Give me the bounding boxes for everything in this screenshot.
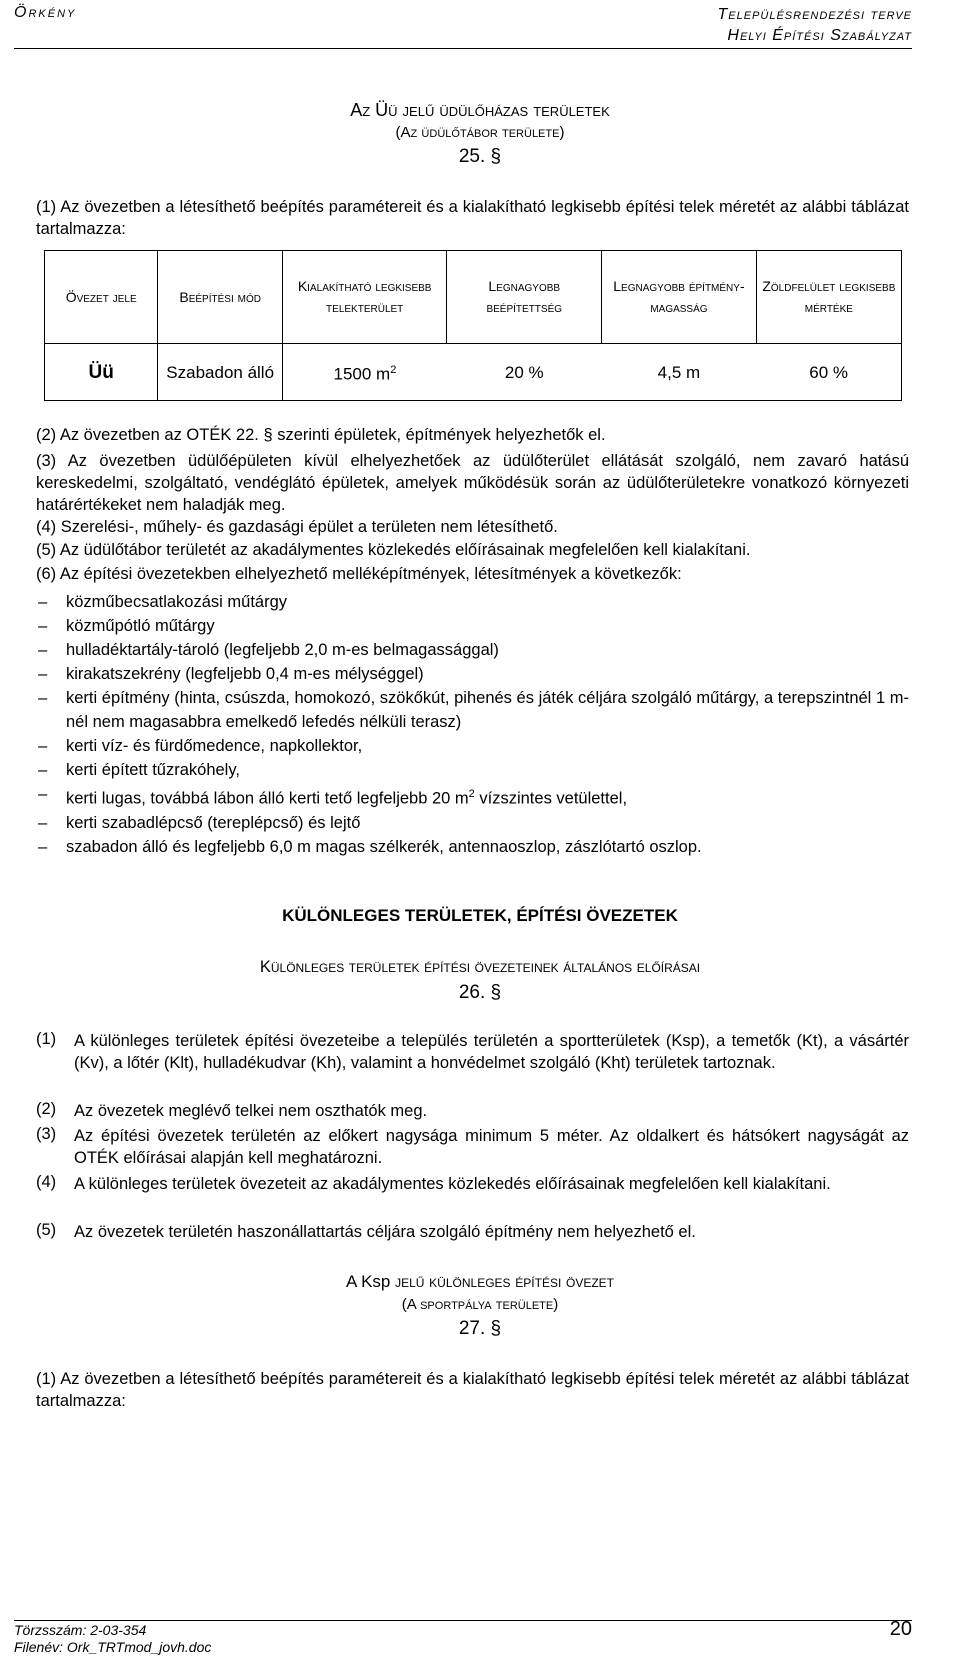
- dash-icon: –: [38, 617, 48, 635]
- section26-p5-text: Az övezetek területén haszonállattartás céljára szolgáló építmény nem helyezhető el.: [74, 1223, 696, 1241]
- cell-area-value: 1500 m: [333, 364, 391, 384]
- list-item-text: hulladéktartály-tároló (legfeljebb 2,0 m-es belmagassággal): [66, 641, 499, 659]
- section26-p3-text: Az építési övezetek területén az előkert nagysága minimum 5 méter. Az oldalkert és hátsókert nagyságát az OTÉK előírásai alapján kell meghatározni.: [74, 1127, 909, 1167]
- dash-icon: –: [38, 837, 48, 856]
- header-title-line2: Helyi Építési Szabályzat: [727, 27, 912, 44]
- zone-parameters-table: [44, 250, 902, 401]
- column-header-zone: Övezet jele: [45, 251, 158, 344]
- section25-paragraph-2: (2) Az övezetben az OTÉK 22. § szerinti épületek, építmények helyezhetők el.: [36, 426, 606, 444]
- list-item: [36, 662, 909, 686]
- section27-title-prefix: A: [345, 1272, 362, 1291]
- section25-paragraph-4: (4) Szerelési-, műhely- és gazdasági épület a területen nem létesíthető.: [36, 518, 558, 536]
- list-item-text: kerti víz- és fürdőmedence, napkollektor,: [66, 737, 363, 755]
- cell-area: [283, 344, 447, 401]
- list-item: [36, 638, 909, 662]
- paragraph-text: Az övezetben a létesíthető beépítés paramétereit és a kialakítható legkisebb építési telek méretét az alábbi táblázat tartalmazza:: [36, 1370, 909, 1410]
- dash-icon: –: [38, 785, 48, 803]
- paragraph-number: (1): [36, 1370, 57, 1388]
- section25-paragraph-1: [36, 196, 909, 240]
- section25-paragraph-6: (6) Az építési övezetekben elhelyezhető melléképítmények, létesítmények a következők:: [36, 565, 682, 583]
- column-header-coverage: Legnagyobb beépítettség: [447, 251, 602, 344]
- section26-p4-number: (4): [36, 1173, 57, 1191]
- section26-p1-number: (1): [36, 1030, 57, 1048]
- footer-rule: [14, 1620, 912, 1621]
- section26-p4-text: A különleges területek övezeteit az akadálymentes közlekedés előírásainak megfelelően kell kialakítani.: [74, 1175, 831, 1193]
- list-item: [36, 835, 909, 859]
- paragraph-number: (1): [36, 198, 57, 216]
- dash-icon: –: [38, 689, 48, 707]
- list-item-text: kerti építmény (hinta, csúszda, homokozó, szökőkút, pihenés és játék céljára szolgáló műtárgy, a terepszintnél 1 m-nél nem magasabbra emelkedő lefedés nélküli terasz): [66, 689, 909, 731]
- section26-p2-number: (2): [36, 1100, 57, 1118]
- list-item-sup: 2: [468, 788, 475, 800]
- list-item: [36, 686, 909, 734]
- section25-title: Az Üü jelű üdülőházas területek: [350, 100, 610, 120]
- cell-green: 60 %: [756, 344, 901, 401]
- footer-info: [14, 1622, 211, 1656]
- cell-area-sup: 2: [390, 363, 397, 376]
- section26-p5-number: (5): [36, 1221, 57, 1239]
- section26-number: 26. §: [458, 982, 502, 1003]
- cell-mode: Szabadon álló: [158, 344, 283, 401]
- cell-zone: Üü: [45, 344, 158, 401]
- list-item-text: szabadon álló és legfeljebb 6,0 m magas szélkerék, antennaoszlop, zászlótartó oszlop.: [66, 837, 702, 856]
- list-item-tail: vízszintes vetülettel,: [474, 789, 628, 808]
- list-item-text: kirakatszekrény (legfeljebb 0,4 m-es mélységgel): [66, 665, 424, 683]
- list-item: [36, 811, 909, 835]
- section26-p3-number: (3): [36, 1125, 57, 1143]
- dash-icon: –: [38, 593, 48, 611]
- table-row: [45, 344, 902, 401]
- table-header-row: [45, 251, 902, 344]
- list-item-text: kerti épített tűzrakóhely,: [66, 761, 240, 779]
- section26-p2-text: Az övezetek meglévő telkei nem oszthatók meg.: [74, 1102, 428, 1120]
- column-header-min-area: Kialakítható legkisebb telekterület: [283, 251, 447, 344]
- section27-title-rest: jelű különleges építési övezet: [390, 1272, 615, 1291]
- cell-coverage: 20 %: [447, 344, 602, 401]
- accessory-structures-list: [36, 590, 909, 859]
- list-item: [36, 782, 909, 811]
- header-document-title: [717, 4, 912, 46]
- section25-subtitle: (Az üdülőtábor területe): [395, 124, 565, 141]
- dash-icon: –: [38, 761, 48, 779]
- header-title-line1: Településrendezési terve: [717, 6, 912, 23]
- list-item-text: kerti szabadlépcső (tereplépcső) és lejtő: [66, 813, 361, 832]
- cell-height: 4,5 m: [602, 344, 757, 401]
- section25-paragraph-5: (5) Az üdülőtábor területét az akadálymentes közlekedés előírásainak megfelelően kell kialakítani.: [36, 541, 751, 559]
- list-item: [36, 734, 909, 758]
- special-areas-heading: KÜLÖNLEGES TERÜLETEK, ÉPÍTÉSI ÖVEZETEK: [282, 906, 678, 925]
- column-header-green: Zöldfelület legkisebb mértéke: [756, 251, 901, 344]
- header-municipality: Örkény: [14, 4, 77, 21]
- dash-icon: –: [38, 665, 48, 683]
- list-item: [36, 590, 909, 614]
- footer-registry-number: Törzsszám: 2-03-354: [14, 1622, 147, 1638]
- list-item: [36, 758, 909, 782]
- section27-paragraph-1: [36, 1368, 909, 1412]
- dash-icon: –: [38, 641, 48, 659]
- paragraph-text: Az övezetben a létesíthető beépítés paramétereit és a kialakítható legkisebb építési telek méretét az alábbi táblázat tartalmazza:: [36, 198, 909, 238]
- list-item: [36, 614, 909, 638]
- list-item-text: közműbecsatlakozási műtárgy: [66, 593, 288, 611]
- column-header-mode: Beépítési mód: [158, 251, 283, 344]
- dash-icon: –: [38, 813, 48, 832]
- section25-paragraph-3: (3) Az övezetben üdülőépületen kívül elhelyezhetőek az üdülőterület ellátását szolgáló, nem zavaró hatású kereskedelmi, szolgáltató, vendéglátó épületek, amelyek működésük során az üdülőterületekre vonatkozó környezeti határértékeket nem haladják meg.: [36, 452, 909, 514]
- section27-title-code: Ksp: [361, 1272, 391, 1291]
- section25-number: 25. §: [458, 146, 502, 167]
- page-number: 20: [889, 1618, 912, 1640]
- dash-icon: –: [38, 737, 48, 755]
- list-item-text: közműpótló műtárgy: [66, 617, 215, 635]
- footer-filename: Filenév: Ork_TRTmod_jovh.doc: [14, 1639, 212, 1655]
- special-areas-subheading: Különleges területek építési övezeteinek általános előírásai: [259, 958, 701, 976]
- header-rule: [14, 48, 912, 49]
- section27-number: 27. §: [458, 1318, 502, 1339]
- section26-p1-text: A különleges területek építési övezeteibe a település területén a sportterületek (Ksp), a temetők (Kt), a vásártér (Kv), a lőtér (Klt), hulladékudvar (Kh), valamint a honvédelmet szolgáló (Kht) területek tartoznak.: [74, 1032, 909, 1072]
- section27-title: [0, 1272, 960, 1292]
- list-item-text: kerti lugas, továbbá lábon álló kerti tető legfeljebb 20 m: [66, 789, 469, 808]
- section27-subtitle: (A sportpálya területe): [401, 1296, 559, 1313]
- column-header-height: Legnagyobb építmény-magasság: [602, 251, 757, 344]
